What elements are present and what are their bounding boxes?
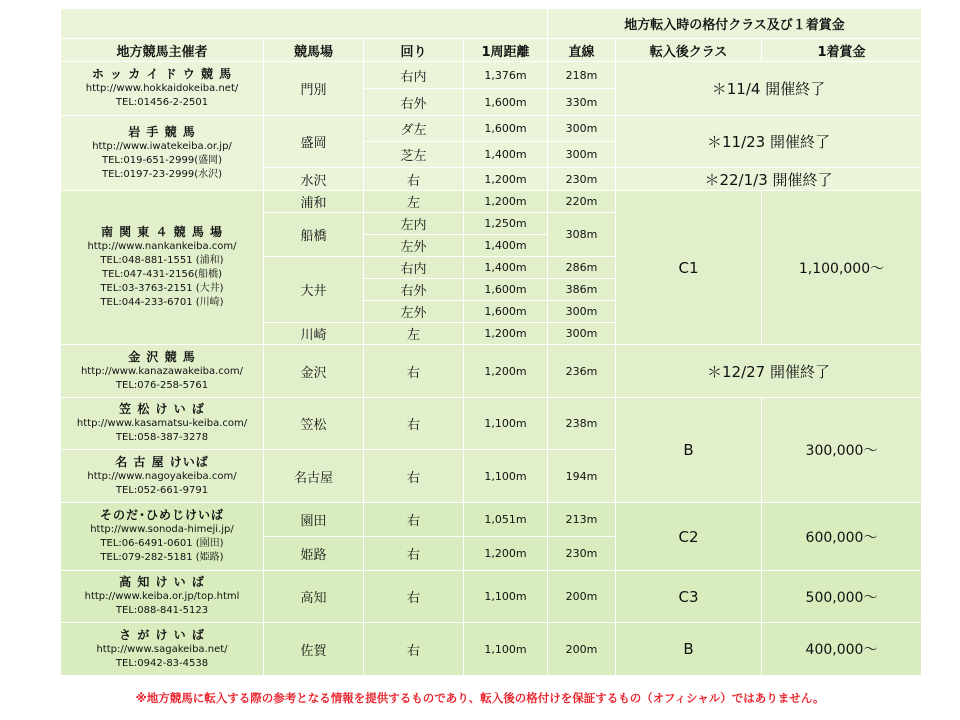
- organizer-tel: TEL:079-282-5181 (姫路): [100, 552, 224, 563]
- organizer-minami-kanto: [61, 191, 264, 345]
- organizer-tel: TEL:03-3763-2151 (大井): [100, 283, 224, 294]
- header-distance: 1周距離: [464, 39, 548, 62]
- straight: 200m: [548, 623, 616, 676]
- status-note: ＊11/4 開催終了: [616, 62, 922, 116]
- straight: 386m: [548, 279, 616, 301]
- venue-monbetsu: 門別: [264, 62, 364, 116]
- venue-morioka: 盛岡: [264, 116, 364, 168]
- organizer-name: 金 沢 競 馬: [128, 349, 196, 364]
- organizer-url: http://www.nagoyakeiba.com/: [87, 470, 237, 482]
- racecourse-table: [60, 8, 922, 676]
- direction: 右: [364, 537, 464, 571]
- direction: 右: [364, 450, 464, 503]
- organizer-name: 名 古 屋 けいば: [115, 454, 209, 469]
- direction: 右: [364, 571, 464, 623]
- class-value: C1: [616, 191, 762, 345]
- direction: 左: [364, 191, 464, 213]
- direction: 右: [364, 345, 464, 398]
- distance: 1,200m: [464, 168, 548, 191]
- organizer-kasamatsu: [61, 398, 264, 450]
- distance: 1,376m: [464, 62, 548, 89]
- venue-urawa: 浦和: [264, 191, 364, 213]
- venue-kasamatsu: 笠松: [264, 398, 364, 450]
- distance: 1,400m: [464, 235, 548, 257]
- direction: 右外: [364, 89, 464, 116]
- venue-funabashi: 船橋: [264, 213, 364, 257]
- organizer-tel: TEL:019-651-2999(盛岡): [101, 154, 222, 166]
- header-blank: [61, 9, 548, 39]
- straight: 218m: [548, 62, 616, 89]
- straight: 286m: [548, 257, 616, 279]
- organizer-name: さ が け い ば: [119, 627, 205, 642]
- header-organizer: 地方競馬主催者: [61, 39, 264, 62]
- direction: 芝左: [364, 142, 464, 168]
- distance: 1,200m: [464, 323, 548, 345]
- distance: 1,100m: [464, 623, 548, 676]
- direction: ダ左: [364, 116, 464, 142]
- venue-sonoda: 園田: [264, 503, 364, 537]
- class-value: C3: [616, 571, 762, 623]
- venue-saga: 佐賀: [264, 623, 364, 676]
- organizer-iwate: [61, 116, 264, 191]
- distance: 1,200m: [464, 537, 548, 571]
- straight: 230m: [548, 168, 616, 191]
- organizer-saga: [61, 623, 264, 676]
- direction: 右: [364, 623, 464, 676]
- organizer-tel: TEL:088-841-5123: [115, 605, 209, 616]
- direction: 左外: [364, 301, 464, 323]
- distance: 1,200m: [464, 345, 548, 398]
- organizer-tel: TEL:047-431-2156(船橋): [101, 269, 222, 280]
- organizer-kanazawa: [61, 345, 264, 398]
- organizer-tel: TEL:06-6491-0601 (園田): [100, 538, 224, 549]
- class-value: C2: [616, 503, 762, 571]
- organizer-name: そのだ･ひめじけいば: [99, 508, 224, 522]
- header-straight: 直線: [548, 39, 616, 62]
- straight: 238m: [548, 398, 616, 450]
- organizer-url: http://www.sagakeiba.net/: [96, 643, 228, 655]
- organizer-name: ホ ッ カ イ ド ウ 競 馬: [91, 67, 233, 81]
- straight: 200m: [548, 571, 616, 623]
- organizer-url: http://www.sonoda-himeji.jp/: [90, 524, 234, 535]
- straight: 300m: [548, 116, 616, 142]
- straight: 300m: [548, 142, 616, 168]
- organizer-url: http://www.iwatekeiba.or.jp/: [92, 140, 232, 152]
- prize-value: 400,000～: [762, 623, 922, 676]
- organizer-url: http://www.kasamatsu-keiba.com/: [76, 418, 248, 429]
- prize-value: 300,000～: [762, 398, 922, 503]
- direction: 右内: [364, 62, 464, 89]
- header-direction: 回り: [364, 39, 464, 62]
- organizer-url: http://www.keiba.or.jp/top.html: [84, 591, 240, 602]
- distance: 1,600m: [464, 279, 548, 301]
- distance: 1,200m: [464, 191, 548, 213]
- organizer-tel: TEL:044-233-6701 (川崎): [100, 297, 224, 308]
- organizer-nagoya: [61, 450, 264, 503]
- organizer-url: http://www.nankankeiba.com/: [87, 241, 237, 252]
- venue-kochi: 高知: [264, 571, 364, 623]
- header-group: 地方転入時の格付クラス及び１着賞金: [548, 9, 922, 39]
- distance: 1,400m: [464, 142, 548, 168]
- organizer-tel: TEL:0942-83-4538: [115, 657, 209, 669]
- header-prize: 1着賞金: [762, 39, 922, 62]
- venue-ooi: 大井: [264, 257, 364, 323]
- organizer-tel: TEL:048-881-1551 (浦和): [100, 255, 224, 266]
- straight: 220m: [548, 191, 616, 213]
- prize-value: 500,000～: [762, 571, 922, 623]
- direction: 左内: [364, 213, 464, 235]
- organizer-tel: TEL:01456-2-2501: [115, 97, 209, 108]
- distance: 1,051m: [464, 503, 548, 537]
- straight: 308m: [548, 213, 616, 257]
- organizer-kochi: [61, 571, 264, 623]
- straight: 194m: [548, 450, 616, 503]
- class-value: B: [616, 398, 762, 503]
- distance: 1,600m: [464, 116, 548, 142]
- distance: 1,100m: [464, 571, 548, 623]
- organizer-name: 笠 松 け い ば: [119, 402, 205, 416]
- direction: 右外: [364, 279, 464, 301]
- status-note: ＊11/23 開催終了: [616, 116, 922, 168]
- straight: 230m: [548, 537, 616, 571]
- venue-nagoya: 名古屋: [264, 450, 364, 503]
- venue-kawasaki: 川崎: [264, 323, 364, 345]
- organizer-tel: TEL:052-661-9791: [115, 484, 209, 496]
- organizer-name: 高 知 け い ば: [119, 575, 205, 589]
- distance: 1,600m: [464, 89, 548, 116]
- class-value: B: [616, 623, 762, 676]
- distance: 1,250m: [464, 213, 548, 235]
- distance: 1,400m: [464, 257, 548, 279]
- direction: 左外: [364, 235, 464, 257]
- organizer-url: http://www.kanazawakeiba.com/: [80, 365, 244, 377]
- organizer-hyogo: [61, 503, 264, 571]
- straight: 213m: [548, 503, 616, 537]
- organizer-name: 岩 手 競 馬: [128, 124, 196, 139]
- straight: 300m: [548, 301, 616, 323]
- status-note: ＊12/27 開催終了: [616, 345, 922, 398]
- status-note: ＊22/1/3 開催終了: [616, 168, 922, 191]
- disclaimer-note: ※地方競馬に転入する際の参考となる情報を提供するものであり、転入後の格付けを保証するもの（オフィシャル）ではありません。: [135, 691, 825, 705]
- direction: 右: [364, 503, 464, 537]
- organizer-url: http://www.hokkaidokeiba.net/: [85, 83, 239, 94]
- venue-mizusawa: 水沢: [264, 168, 364, 191]
- organizer-hokkaido: [61, 62, 264, 116]
- straight: 236m: [548, 345, 616, 398]
- organizer-tel: TEL:076-258-5761: [115, 379, 209, 391]
- straight: 300m: [548, 323, 616, 345]
- direction: 左: [364, 323, 464, 345]
- organizer-tel: TEL:058-387-3278: [115, 432, 209, 443]
- distance: 1,100m: [464, 398, 548, 450]
- header-class: 転入後クラス: [616, 39, 762, 62]
- direction: 右: [364, 398, 464, 450]
- direction: 右: [364, 168, 464, 191]
- distance: 1,600m: [464, 301, 548, 323]
- straight: 330m: [548, 89, 616, 116]
- venue-himeji: 姫路: [264, 537, 364, 571]
- prize-value: 600,000～: [762, 503, 922, 571]
- venue-kanazawa: 金沢: [264, 345, 364, 398]
- organizer-tel: TEL:0197-23-2999(水沢): [101, 168, 222, 180]
- organizer-name: 南 関 東 ４ 競 馬 場: [100, 225, 224, 239]
- direction: 右内: [364, 257, 464, 279]
- distance: 1,100m: [464, 450, 548, 503]
- prize-value: 1,100,000～: [762, 191, 922, 345]
- header-venue: 競馬場: [264, 39, 364, 62]
